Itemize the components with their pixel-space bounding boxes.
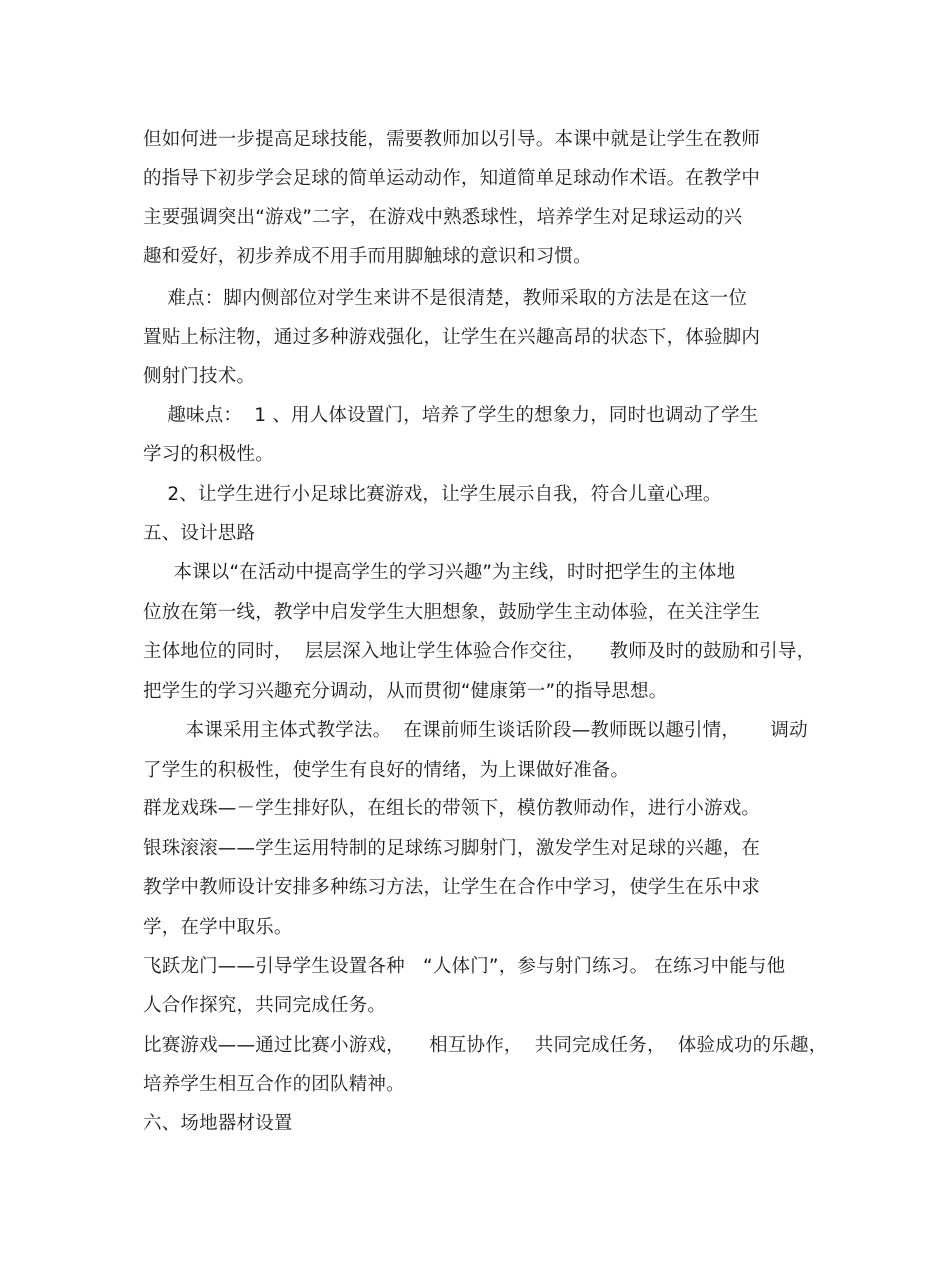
- text-line: 主体地位的同时， 层层深入地让学生体验合作交往， 教师及时的鼓励和引导，: [143, 641, 816, 662]
- text-line: 位放在第一线，教学中启发学生大胆想象，鼓励学生主动体验，在关注学生: [143, 602, 761, 623]
- text-line: 2、让学生进行小足球比赛游戏，让学生展示自我，符合儿童心理。: [143, 484, 722, 505]
- text-line: 群龙戏珠—－学生排好队，在组长的带领下，模仿教师动作，进行小游戏。: [143, 798, 761, 819]
- text-line: 主要强调突出“游戏”二字，在游戏中熟悉球性，培养学生对足球运动的兴: [143, 207, 743, 228]
- text-line: 教学中教师设计安排多种练习方法，让学生在合作中学习，使学生在乐中求: [143, 877, 761, 898]
- text-line: 飞跃龙门——引导学生设置各种 “人体门”，参与射门练习。 在练习中能与他: [143, 956, 786, 977]
- text-line: 趣味点： 1 、用人体设置门，培养了学生的想象力，同时也调动了学生: [143, 405, 759, 426]
- text-line: 比赛游戏——通过比赛小游戏， 相互协作， 共同完成任务， 体验成功的乐趣，: [143, 1035, 828, 1056]
- text-line: 了学生的积极性，使学生有良好的情绪，为上课做好准备。: [143, 760, 630, 781]
- section-heading: 五、设计思路: [143, 523, 256, 544]
- text-line: 培养学生相互合作的团队精神。: [143, 1074, 405, 1095]
- text-line: 本课以“在活动中提高学生的学习兴趣”为主线，时时把学生的主体地: [143, 562, 736, 583]
- text-line: 置贴上标注物，通过多种游戏强化，让学生在兴趣高昂的状态下，体验脚内: [143, 327, 761, 348]
- text-line: 把学生的学习兴趣充分调动，从而贯彻“健康第一”的指导思想。: [143, 681, 668, 702]
- text-line: 趣和爱好，初步养成不用手而用脚触球的意识和习惯。: [143, 246, 592, 267]
- text-line: 学习的积极性。: [143, 444, 274, 465]
- text-line: 的指导下初步学会足球的简单运动动作，知道简单足球动作术语。在教学中: [143, 168, 761, 189]
- text-line: 银珠滚滚——学生运用特制的足球练习脚射门，激发学生对足球的兴趣，在: [143, 838, 761, 859]
- section-heading: 六、场地器材设置: [143, 1113, 293, 1134]
- text-line: 侧射门技术。: [143, 366, 256, 387]
- text-line: 本课采用主体式教学法。 在课前师生谈话阶段—教师既以趣引情， 调动: [143, 720, 808, 741]
- text-line: 但如何进一步提高足球技能，需要教师加以引导。本课中就是让学生在教师: [143, 129, 761, 150]
- text-line: 人合作探究，共同完成任务。: [143, 995, 387, 1016]
- text-line: 学，在学中取乐。: [143, 917, 293, 938]
- text-line: 难点：脚内侧部位对学生来讲不是很清楚，教师采取的方法是在这一位: [143, 288, 748, 309]
